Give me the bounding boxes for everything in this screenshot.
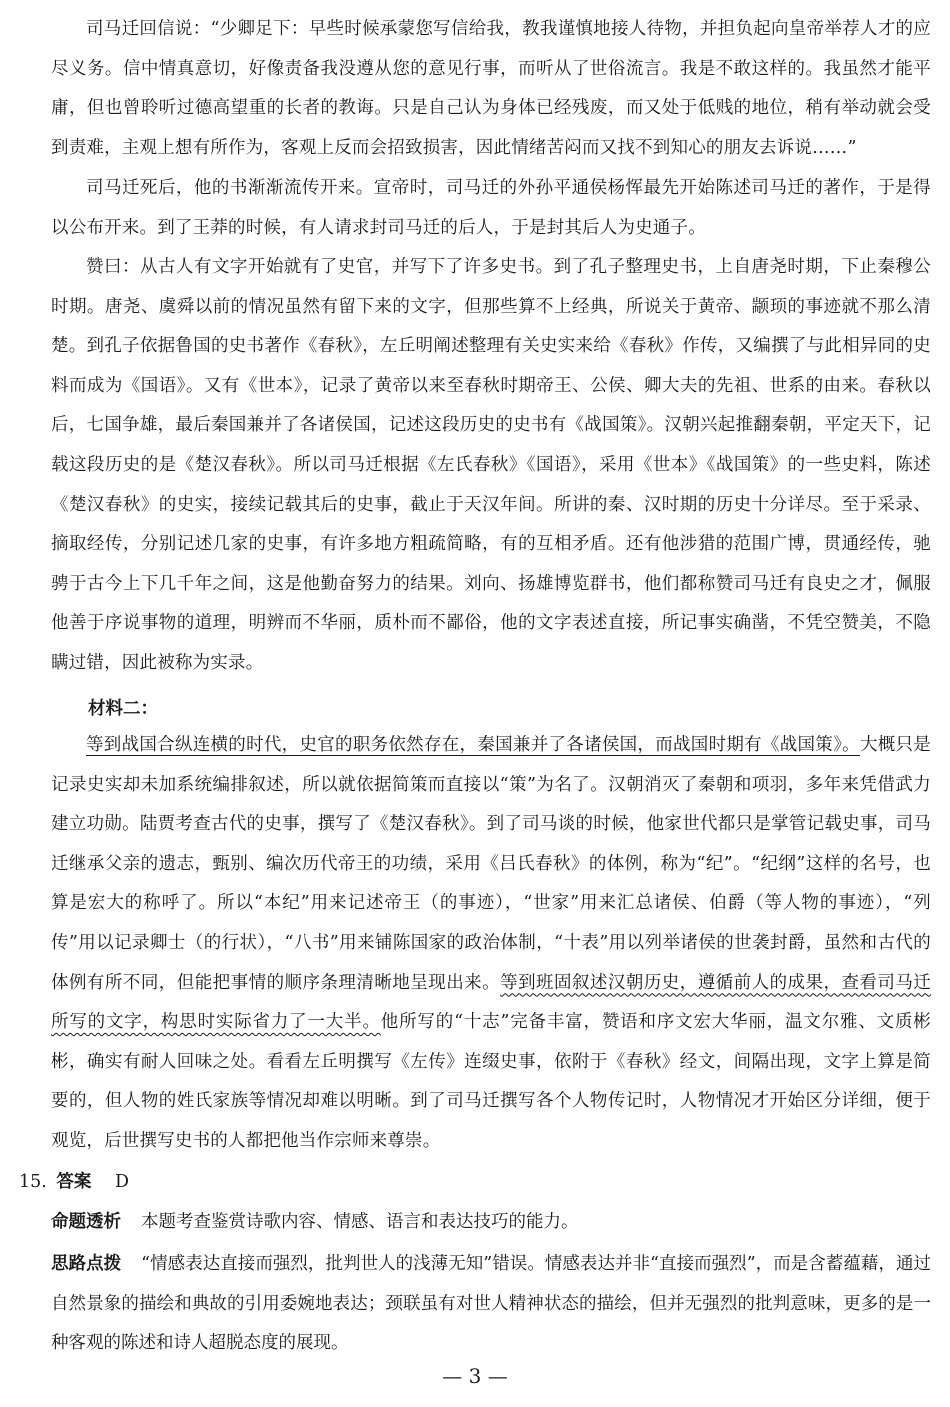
material-two-body: 大概只是记录史实却未加系统编排叙述，所以就依据简策而直接以“策”为名了。汉朝消灭了秦朝和项羽，多年来凭借武力建立功勋。陆贾考查古代的史事，撰写了《楚汉春秋》。到了司马谈的时候，他家世代都只是掌管记载史事，司马迁继承父亲的遗志，甄别、编次历代帝王的功绩，采用《吕氏春秋》的体例，称为“纪”。“纪纲”这样的名号，也算是宏大的称呼了。所以“本纪”用来记述帝王（的事迹），“世家”用来汇总诸侯、伯爵（等人物的事迹），“列传”用以记录卿士（的行状），“八书”用来铺陈国家的政治体制，“十表”用以列举诸侯的世袭封爵，虽然和古代的体例有所不同，但能把事情的顺序条理清晰地呈现出来。 (51, 735, 932, 993)
question-number: 15. (19, 1172, 47, 1192)
paragraph-sima-qian-reply: 司马迁回信说：“少卿足下：早些时候承蒙您写信给我，教我谨慎地接人待物，并担负起向皇帝举荐人才的应尽义务。信中情真意切，好像责备我没遵从您的意见行事，而听从了世俗流言。我是不敢这样的。我虽然才能平庸，但也曾聆听过德高望重的长者的教诲。只是自己认为身体已经残废，而又处于低贱的地位，稍有举动就会受到责难，主观上想有所作为，客观上反而会招致损害，因此情绪苦闷而又找不到知心的朋友去诉说……” (51, 19, 931, 158)
hint-text: “情感表达直接而强烈，批判世人的浅薄无知”错误。情感表达并非“直接而强烈”，而是含蓄蕴藉，通过自然景象的描绘和典故的引用委婉地表达；颈联虽有对世人精神状态的描绘，但并无强烈的批判意味，更多的是一种客观的陈述和诗人超脱态度的展现。 (51, 1254, 931, 1354)
analysis-row (51, 1203, 931, 1243)
hint-row (51, 1245, 931, 1364)
paragraph-zan-yue: 赞曰：从古人有文字开始就有了史官，并写下了许多史书。到了孔子整理史书，上自唐尧时期，下止秦穆公时期。唐尧、虞舜以前的情况虽然有留下来的文字，但那些算不上经典，所说关于黄帝、颛顼的事迹就不那么清楚。到孔子依据鲁国的史书著作《春秋》，左丘明阐述整理有关史实来给《春秋》作传，又编撰了与此相异同的史料而成为《国语》。又有《世本》，记录了黄帝以来至春秋时期帝王、公侯、卿大夫的先祖、世系的由来。春秋以后，七国争雄，最后秦国兼并了各诸侯国，记述这段历史的史书有《战国策》。汉朝兴起推翻秦朝，平定天下，记载这段历史的是《楚汉春秋》。所以司马迁根据《左氏春秋》《国语》，采用《世本》《战国策》的一些史料，陈述《楚汉春秋》的史实，接续记载其后的史事，截止于天汉年间。所讲的秦、汉时期的历史十分详尽。至于采录、摘取经传，分别记述几家的史事，有许多地方粗疏简略，有的互相矛盾。还有他涉猎的范围广博，贯通经传，驰骋于古今上下几千年之间，这是他勤奋努力的结果。刘向、扬雄博览群书，他们都称赞司马迁有良史之才，佩服他善于序说事物的道理，明辨而不华丽，质朴而不鄙俗，他的文字表述直接，所记事实确凿，不凭空赞美，不隐瞒过错，因此被称为实录。 (51, 257, 931, 673)
paragraph-after-death: 司马迁死后，他的书渐渐流传开来。宣帝时，司马迁的外孙平通侯杨恽最先开始陈述司马迁的著作，于是得以公布开来。到了王莽的时候，有人请求封司马迁的后人，于是封其后人为史通子。 (51, 178, 931, 238)
question-15-answer-row (19, 1170, 129, 1194)
analysis-label: 命题透析 (51, 1212, 121, 1232)
underlined-sentence: 等到战国合纵连横的时代，史官的职务依然存在，秦国兼并了各诸侯国，而战国时期有《战国策》。 (86, 735, 860, 755)
page-number: — 3 — (442, 1364, 508, 1388)
material-two-heading: 材料二： (88, 699, 158, 719)
answer-label: 答案 (56, 1172, 92, 1192)
material-two-ending: 他所写的“十志”完备丰富，赞语和序文宏大华丽，温文尔雅、文质彬彬，确实有耐人回味之处。看看左丘明撰写《左传》连缀史事，依附于《春秋》经文，间隔出现，文字上算是简要的，但人物的姓氏家族等情况却难以明晰。到了司马迁撰写各个人物传记时，人物情况才开始区分详细，便于观览，后世撰写史书的人都把他当作宗师来尊崇。 (51, 1012, 931, 1151)
hint-label: 思路点拨 (51, 1254, 122, 1274)
answer-value: D (115, 1172, 130, 1192)
paragraph-material-two (51, 726, 931, 1162)
wavy-underlined-sentence: 等到班固叙述汉朝历史，遵循前人的成果，查看司马迁所写的文字，构思时实际省力了一大半。 (51, 972, 931, 1033)
analysis-text: 本题考查鉴赏诗歌内容、情感、语言和表达技巧的能力。 (141, 1212, 579, 1232)
